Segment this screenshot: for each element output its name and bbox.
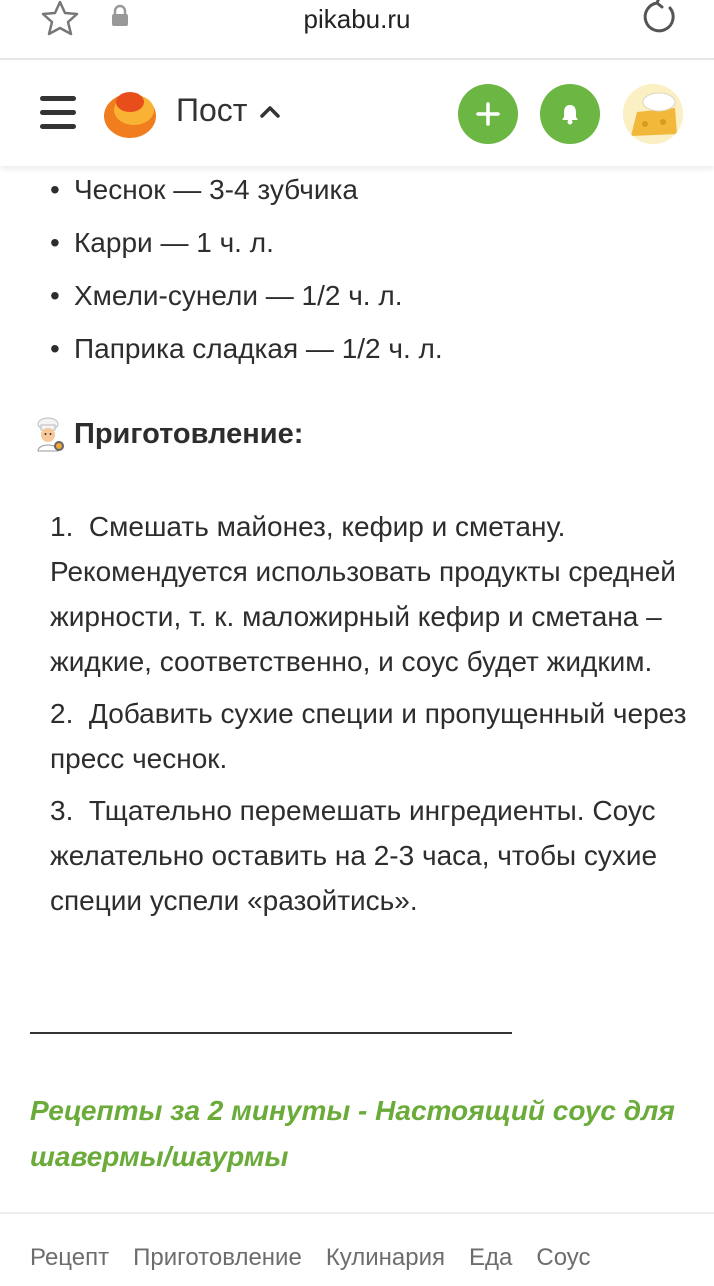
bullet: • — [50, 227, 60, 258]
page-title-text: Пост — [176, 92, 248, 128]
menu-icon[interactable] — [40, 96, 76, 130]
notifications-button[interactable] — [540, 84, 600, 144]
url-text[interactable]: pikabu.ru — [303, 4, 411, 34]
list-item — [50, 227, 274, 259]
divider — [30, 1032, 512, 1034]
preparation-steps — [50, 504, 690, 930]
avatar[interactable] — [623, 84, 683, 144]
list-item — [50, 691, 690, 781]
tag[interactable]: Приготовление — [133, 1244, 302, 1271]
list-item — [50, 504, 690, 684]
promo-link[interactable]: Рецепты за 2 минуты - Настоящий соус для шавермы/шаурмы — [30, 1095, 675, 1172]
step-number: 3. — [50, 795, 74, 826]
browser-address-bar — [0, 0, 714, 60]
tag[interactable]: Кулинария — [325, 1244, 446, 1271]
bullet: • — [50, 280, 60, 311]
list-item — [50, 280, 402, 312]
ingredient-text: Хмели-сунели — 1/2 ч. л. — [74, 280, 403, 311]
ingredient-text: Карри — 1 ч. л. — [74, 227, 274, 258]
list-item — [50, 333, 443, 365]
chef-emoji-icon — [30, 416, 66, 452]
step-text: Тщательно перемешать ингредиенты. Соус желательно оставить на 2-3 часа, чтобы сухие специи успели «разойтись». — [50, 795, 658, 916]
tag[interactable]: Соус — [536, 1244, 591, 1271]
step-text: Добавить сухие специи и пропущенный через пресс чеснок. — [50, 698, 687, 774]
ingredient-text: Паприка сладкая — 1/2 ч. л. — [74, 333, 443, 364]
ingredient-text: Чеснок — 3-4 зубчика — [74, 174, 358, 205]
step-number: 1. — [50, 511, 74, 542]
chevron-up-icon[interactable] — [259, 104, 281, 118]
list-item — [50, 788, 690, 923]
reload-icon[interactable] — [640, 0, 680, 34]
tag-list — [30, 1244, 591, 1272]
bullet: • — [50, 333, 60, 364]
preparation-heading — [30, 416, 303, 452]
site-header — [0, 62, 714, 166]
bullet: • — [50, 174, 60, 205]
step-text: Смешать майонез, кефир и сметану. Рекомендуется использовать продукты средней жирности, т. к. маложирный кефир и сметана – жидкие, соответственно, и соус будет жидким. — [50, 511, 676, 677]
tags-separator — [0, 1212, 714, 1214]
bell-icon — [559, 102, 581, 126]
avatar-image — [623, 84, 683, 144]
tag[interactable]: Еда — [469, 1244, 513, 1271]
step-number: 2. — [50, 698, 74, 729]
plus-icon — [475, 101, 501, 127]
list-item — [50, 174, 358, 206]
tag[interactable]: Рецепт — [30, 1244, 110, 1271]
preparation-heading-text: Приготовление: — [74, 417, 304, 450]
pikabu-logo[interactable] — [102, 86, 158, 140]
add-post-button[interactable] — [458, 84, 518, 144]
page-title[interactable] — [176, 92, 281, 129]
